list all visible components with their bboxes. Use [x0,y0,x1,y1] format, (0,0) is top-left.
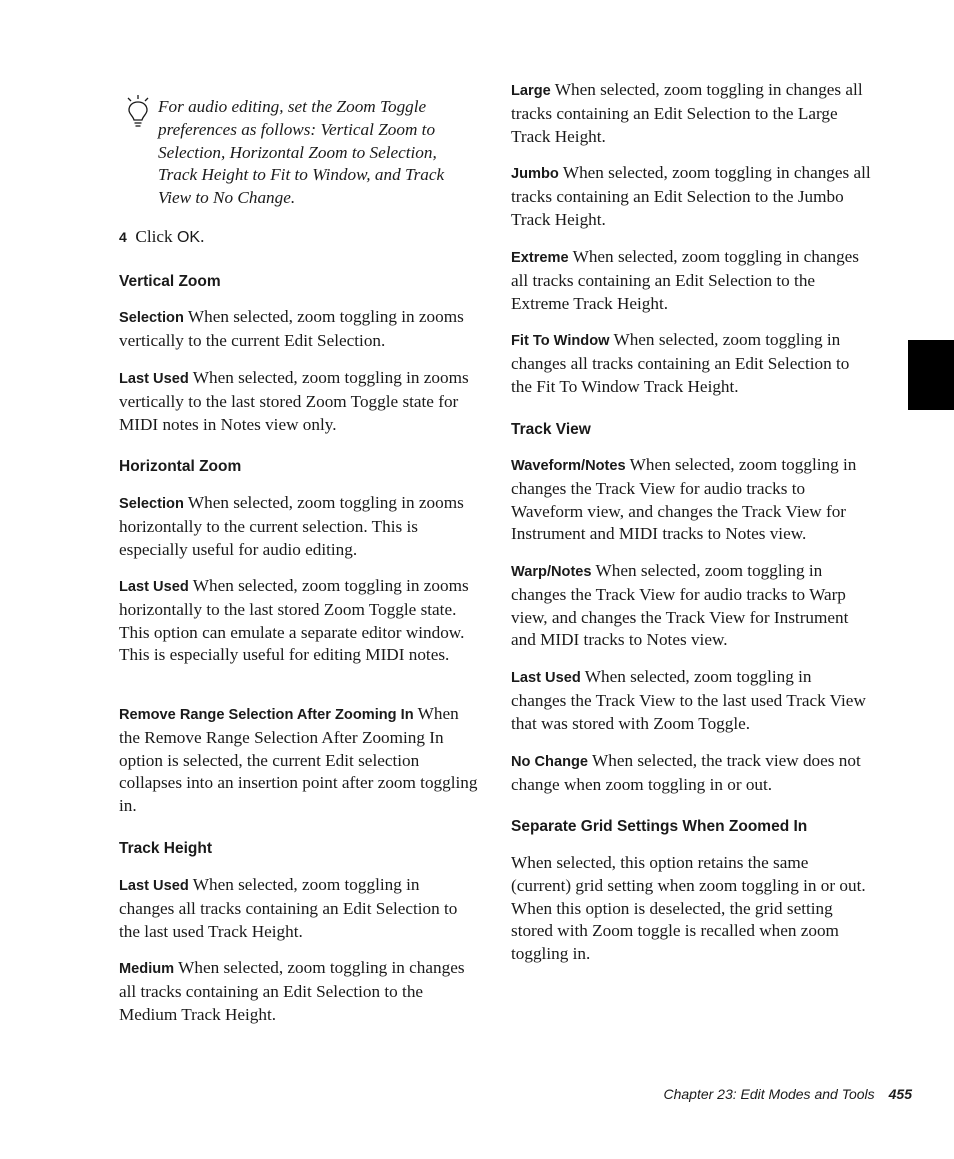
item-th-medium [119,957,479,1026]
item-th-jumbo [511,162,871,231]
term: No Change [511,754,589,770]
heading-separate-grid: Separate Grid Settings When Zoomed In [511,818,808,835]
term: Selection [119,310,184,326]
term: Jumbo [511,166,559,182]
term: Warp/Notes [511,564,592,580]
term: Medium [119,961,175,977]
term: Fit To Window [511,333,610,349]
item-tv-last-used [511,666,871,735]
page-footer [663,1086,912,1102]
item-hz-last-used [119,575,479,667]
description: When selected, zoom toggling in zooms vertically to the last stored Zoom Toggle state for MIDI notes in Notes view only. [119,368,469,434]
heading-track-height: Track Height [119,840,213,857]
description: When selected, zoom toggling in changes the Track View for audio tracks to Waveform view, and changes the Track View for Instrument and MIDI tracks to Notes view. [511,455,857,544]
item-tv-no-change [511,750,871,797]
item-tv-warp-notes [511,560,871,652]
lightbulb-icon [124,94,152,128]
description: When the Remove Range Selection After Zooming In option is selected, the current Edit selection collapses into an insertion point after zoom toggling in. [119,704,478,816]
item-th-large [511,79,871,148]
term: Remove Range Selection After Zooming In [119,707,414,723]
description: When selected, zoom toggling in changes the Track View to the last used Track View that was stored with Zoom Toggle. [511,667,866,733]
description: When selected, zoom toggling in changes all tracks containing an Edit Selection to the last used Track Height. [119,875,458,941]
description: When selected, zoom toggling in changes all tracks containing an Edit Selection to the Extreme Track Height. [511,247,859,313]
item-th-fit-to-window [511,329,871,398]
term: Last Used [119,579,189,595]
step-number: 4 [119,229,127,245]
step-text-before: Click [135,227,177,246]
heading-vertical-zoom: Vertical Zoom [119,273,221,290]
separate-grid-text: When selected, this option retains the same (current) grid setting when zoom toggling in or out. When this option is deselected, the grid setting stored with Zoom toggle is recalled when zoom toggling in. [511,853,866,964]
term: Waveform/Notes [511,458,626,474]
description: When selected, zoom toggling in zooms horizontally to the last stored Zoom Toggle state. This option can emulate a separate editor window. This is especially useful for editing MIDI notes. [119,576,469,665]
term: Last Used [511,670,581,686]
term: Last Used [119,371,189,387]
description: When selected, the track view does not change when zoom toggling in or out. [511,751,861,794]
ok-button-ref: OK [176,229,201,246]
footer-chapter: Chapter 23: Edit Modes and Tools [663,1086,875,1102]
description: When selected, zoom toggling in changes all tracks containing an Edit Selection to the Fit To Window Track Height. [511,330,850,396]
description: When selected, zoom toggling in zooms vertically to the current Edit Selection. [119,307,464,350]
term: Selection [119,496,184,512]
item-tv-waveform-notes [511,454,871,546]
tip-text: For audio editing, set the Zoom Toggle preferences as follows: Vertical Zoom to Selection, Horizontal Zoom to Selection, Track Height to Fit to Window, and Track View to No Change. [158,97,445,208]
description: When selected, zoom toggling in changes all tracks containing an Edit Selection to the Medium Track Height. [119,958,465,1024]
step-text-after: . [200,227,205,246]
description: When selected, zoom toggling in changes all tracks containing an Edit Selection to the Jumbo Track Height. [511,163,871,229]
heading-track-view: Track View [511,421,591,438]
step-4 [119,226,479,250]
term: Large [511,83,551,99]
item-th-last-used [119,874,479,943]
item-vz-last-used [119,367,479,436]
chapter-thumb-tab [908,340,954,410]
description: When selected, zoom toggling in zooms horizontally to the current selection. This is especially useful for audio editing. [119,493,464,559]
item-hz-selection [119,492,479,561]
description: When selected, zoom toggling in changes all tracks containing an Edit Selection to the Large Track Height. [511,80,863,146]
item-th-extreme [511,246,871,315]
term: Last Used [119,878,189,894]
heading-horizontal-zoom: Horizontal Zoom [119,458,242,475]
item-hz-remove-range [119,703,479,818]
item-vz-selection [119,306,479,353]
description: When selected, zoom toggling in changes the Track View for audio tracks to Warp view, and changes the Track View for Instrument and MIDI tracks to Notes view. [511,561,849,650]
term: Extreme [511,250,569,266]
page-number: 455 [888,1086,912,1102]
